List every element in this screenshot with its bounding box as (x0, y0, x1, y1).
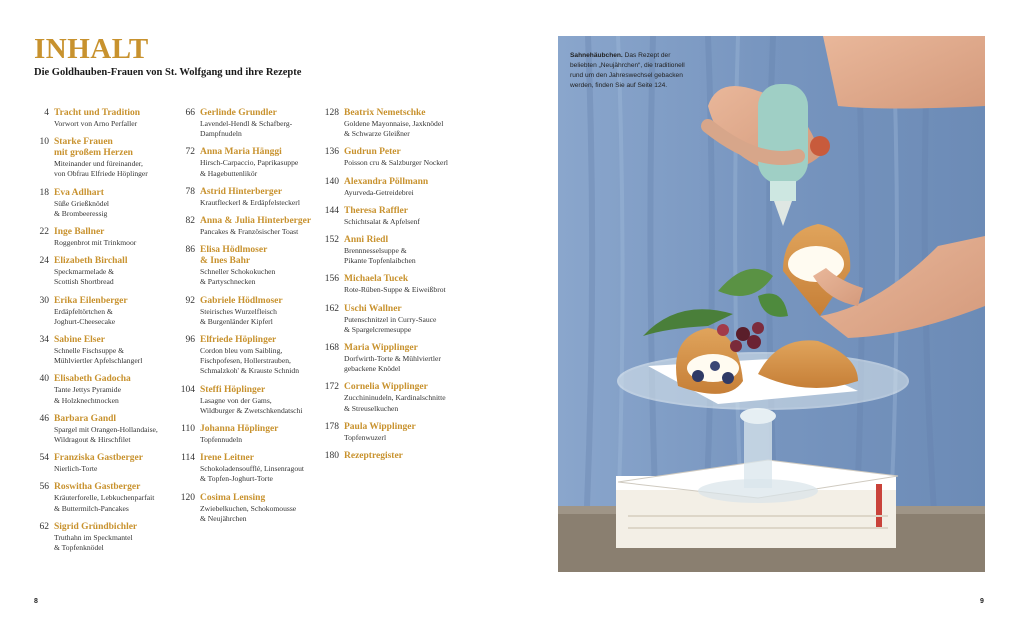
caption-text: Das Rezept der beliebten „Neujährchen“, die traditionell rund um den Jahreswechsel gebacken werden, finden Sie auf Seite 124. (570, 51, 685, 89)
toc-entry-title: Elfriede Höplinger (200, 335, 277, 346)
toc-entry-title: Sigrid Gründbichler (54, 521, 138, 532)
toc-entry-recipes: Dorfwirth-Torte & Mühlviertler gebackene Knödel (344, 354, 441, 374)
toc-page-number: 66 (185, 108, 195, 118)
toc-entry-title: Barbara Gandl (54, 413, 117, 424)
toc-page-number: 82 (185, 216, 195, 227)
toc-entry-title: Roswitha Gastberger (54, 482, 141, 493)
toc-entry[interactable] (28, 137, 178, 179)
toc-page-number: 18 (39, 187, 49, 198)
toc-entry-title: Gerlinde Grundler (200, 108, 277, 118)
toc-page-number: 110 (181, 424, 195, 435)
page-subtitle: Die Goldhauben-Frauen von St. Wolfgang und ihre Rezepte (34, 67, 302, 78)
toc-entry[interactable] (28, 414, 178, 445)
toc-entry[interactable] (28, 227, 178, 248)
toc-page-number: 128 (324, 108, 339, 118)
toc-entry-title: Alexandra Pöllmann (344, 176, 429, 187)
toc-entry[interactable] (174, 147, 324, 178)
toc-entry-title: Inge Ballner (54, 227, 105, 238)
toc-entry-title: Cosima Lensing (200, 492, 266, 503)
toc-entry-title: Anna & Julia Hinterberger (200, 216, 312, 227)
toc-entry-title: Steffi Höplinger (200, 384, 266, 395)
dessert-photo (558, 36, 985, 572)
toc-entry[interactable] (174, 187, 324, 208)
toc-entry-title: Uschi Wallner (344, 303, 402, 314)
toc-entry-title: Beatrix Nemetschke (344, 108, 426, 118)
toc-entry-recipes: Schokoladensoufflé, Linsenragout & Topfen-Joghurt-Torte (200, 464, 305, 484)
toc-page-number: 104 (180, 384, 195, 395)
toc-entry-recipes: Lavendel-Hendl & Schafberg- Dampfnudeln (200, 119, 293, 139)
toc-entry[interactable] (28, 108, 178, 129)
toc-page-number: 136 (324, 147, 339, 158)
toc-entry[interactable] (28, 453, 178, 474)
toc-entry[interactable] (318, 235, 468, 266)
toc-page-number: 10 (39, 137, 49, 148)
toc-entry-title: Elizabeth Birchall (54, 256, 128, 267)
toc-entry[interactable] (318, 177, 468, 198)
toc-entry-title: Elisabeth Gadocha (54, 374, 131, 385)
toc-entry[interactable] (318, 304, 468, 335)
toc-entry[interactable] (28, 188, 178, 219)
toc-page-number: 178 (324, 421, 339, 432)
toc-page-number: 168 (324, 343, 339, 354)
toc-entry[interactable] (318, 343, 468, 374)
toc-entry-title: Gabriele Hödlmoser (200, 295, 283, 306)
toc-entry-recipes: Rote-Rüben-Suppe & Eiweißbrot (344, 285, 446, 295)
toc-entry-title: Irene Leitner (200, 453, 254, 464)
toc-entry-title: Anni Riedl (344, 235, 389, 246)
toc-page-number: 22 (39, 227, 49, 238)
toc-page-number: 114 (181, 453, 195, 464)
toc-page-number: 180 (324, 451, 339, 462)
toc-entry-title: Franziska Gastberger (54, 453, 143, 464)
toc-entry[interactable] (318, 274, 468, 295)
toc-entry-recipes: Süße Grießknödel & Brombeeressig (54, 198, 110, 218)
page-number-right: 9 (980, 598, 984, 605)
toc-entry[interactable] (28, 482, 178, 513)
toc-entry-recipes: Brennnesselsuppe & Pikante Topfenlaibchen (344, 246, 416, 266)
toc-page-number: 96 (185, 335, 195, 346)
toc-entry-title: Erika Eilenberger (54, 295, 128, 306)
toc-entry[interactable] (28, 296, 178, 327)
toc-page-number: 78 (185, 186, 195, 197)
toc-entry-recipes: Kräuterforelle, Lebkuchenparfait & Buttermilch-Pancakes (54, 493, 155, 513)
toc-column-2 (174, 108, 324, 532)
toc-entry[interactable] (28, 374, 178, 405)
toc-page-number: 24 (39, 256, 49, 267)
toc-entry-recipes: Pancakes & Französischer Toast (200, 227, 299, 237)
toc-page-number: 54 (39, 453, 49, 464)
toc-page-number: 152 (324, 235, 339, 246)
toc-page-number: 156 (324, 274, 339, 285)
toc-entry-recipes: Topfennudeln (200, 435, 243, 445)
toc-entry-recipes: Zucchininudeln, Kardinalschnitte & Streuselkuchen (344, 393, 446, 413)
toc-entry-title: Starke Frauen mit großem Herzen (54, 137, 133, 159)
toc-entry-recipes: Miteinander und füreinander, von Obfrau Elfriede Höplinger (54, 159, 148, 179)
toc-page-number: 162 (324, 303, 339, 314)
toc-entry[interactable] (318, 147, 468, 168)
toc-entry-title: Rezeptregister (344, 451, 403, 462)
toc-entry-title: Cornelia Wipplinger (344, 382, 428, 393)
photo-caption (570, 51, 690, 91)
toc-entry-recipes: Lasagne von der Gams, Wildburger & Zwetschkendatschi (200, 395, 303, 415)
toc-entry-recipes: Poisson cru & Salzburger Nockerl (344, 158, 449, 168)
toc-entry-recipes: Ayurveda-Getreidebrei (344, 187, 414, 197)
toc-entry-recipes: Krautfleckerl & Erdäpfelsteckerl (200, 197, 300, 207)
toc-page-number: 34 (39, 335, 49, 346)
toc-entry[interactable] (318, 422, 468, 443)
toc-entry[interactable] (174, 453, 324, 484)
toc-entry-recipes: Erdäpfeltörtchen & Joghurt-Cheesecake (54, 306, 116, 326)
toc-entry-title: Theresa Raffler (344, 205, 408, 216)
toc-entry-title: Anna Maria Hänggi (200, 147, 282, 158)
toc-entry-recipes: Schichtsalat & Apfelsenf (344, 216, 420, 226)
toc-entry-recipes: Schneller Schokokuchen & Partyschnecken (200, 267, 276, 287)
toc-entry[interactable] (174, 216, 324, 237)
toc-entry-recipes: Speckmarmelade & Scottish Shortbread (54, 267, 115, 287)
toc-entry-title: Elisa Hödlmoser & Ines Bahr (200, 245, 268, 267)
toc-entry-title: Eva Adlhart (54, 187, 104, 198)
toc-entry[interactable] (318, 206, 468, 227)
toc-entry[interactable] (174, 335, 324, 377)
toc-entry-title: Maria Wipplinger (344, 343, 418, 354)
page-number-left: 8 (34, 598, 38, 605)
toc-entry[interactable] (174, 493, 324, 524)
toc-entry[interactable] (174, 296, 324, 327)
toc-entry-recipes: Zwiebelkuchen, Schokomousse & Neujährchen (200, 503, 297, 523)
toc-entry-recipes: Putenschnitzel in Curry-Sauce & Spargelcremesuppe (344, 314, 437, 334)
toc-entry-title: Sabine Elser (54, 335, 105, 346)
toc-page-number: 62 (39, 521, 49, 532)
toc-entry-recipes: Goldene Mayonnaise, Jaxknödel & Schwarze Gleißner (344, 119, 444, 139)
toc-page-number: 40 (39, 374, 49, 385)
toc-page-number: 30 (39, 295, 49, 306)
page-title: INHALT (34, 33, 149, 65)
toc-entry[interactable] (174, 424, 324, 445)
toc-entry[interactable] (174, 108, 324, 139)
toc-page-number: 72 (185, 147, 195, 158)
toc-entry-recipes: Schnelle Fischsuppe & Mühlviertler Apfelschlangerl (54, 346, 143, 366)
caption-title: Sahnehäubchen. (570, 51, 623, 59)
toc-entry-recipes: Hirsch-Carpaccio, Paprikasuppe & Hagebuttenlikör (200, 158, 299, 178)
toc-entry-recipes: Vorwort von Arno Perfaller (54, 119, 138, 128)
toc-entry[interactable] (174, 245, 324, 287)
toc-entry[interactable] (28, 335, 178, 366)
toc-entry[interactable] (318, 108, 468, 139)
toc-page-number: 92 (185, 295, 195, 306)
toc-entry-recipes: Spargel mit Orangen-Hollandaise, Wildragout & Hirschfilet (54, 424, 158, 445)
toc-entry-recipes: Tante Jettys Pyramide & Holzknechtnocken (54, 385, 121, 405)
toc-page-number: 56 (39, 482, 49, 493)
toc-column-1 (28, 108, 178, 561)
toc-page-number: 120 (180, 492, 195, 503)
toc-entry[interactable] (318, 382, 468, 413)
toc-entry-title: Gudrun Peter (344, 147, 401, 158)
toc-page-number: 144 (324, 205, 339, 216)
toc-page-number: 140 (324, 176, 339, 187)
toc-page-number: 86 (185, 245, 195, 256)
toc-page-number: 4 (44, 108, 49, 118)
toc-entry-recipes: Roggenbrot mit Trinkmoor (54, 238, 137, 248)
toc-entry[interactable] (28, 256, 178, 287)
toc-page-number: 172 (324, 382, 339, 393)
toc-entry-recipes: Nierlich-Torte (54, 464, 98, 474)
toc-entry-recipes: Topfenwuzerl (344, 432, 387, 442)
toc-entry-title: Paula Wipplinger (344, 421, 416, 432)
toc-page-number: 46 (39, 413, 49, 424)
toc-entry-recipes: Truthahn im Speckmantel & Topfenknödel (54, 532, 133, 553)
toc-entry-recipes: Steirisches Wurzelfleisch & Burgenländer Kipferl (200, 306, 277, 326)
toc-entry-title: Astrid Hinterberger (200, 186, 283, 197)
toc-entry-title: Tracht und Tradition (54, 108, 141, 118)
toc-entry-title: Johanna Höplinger (200, 424, 279, 435)
toc-entry[interactable] (28, 522, 178, 553)
toc-column-3 (318, 108, 468, 470)
toc-entry-recipes: Cordon bleu vom Saibling, Fischpofesen, Hollerstrauben, Schmalzkoh' & Krauste Schnidn (200, 346, 300, 376)
toc-entry[interactable] (174, 385, 324, 416)
toc-entry[interactable] (318, 451, 468, 462)
toc-entry-title: Michaela Tucek (344, 274, 409, 285)
